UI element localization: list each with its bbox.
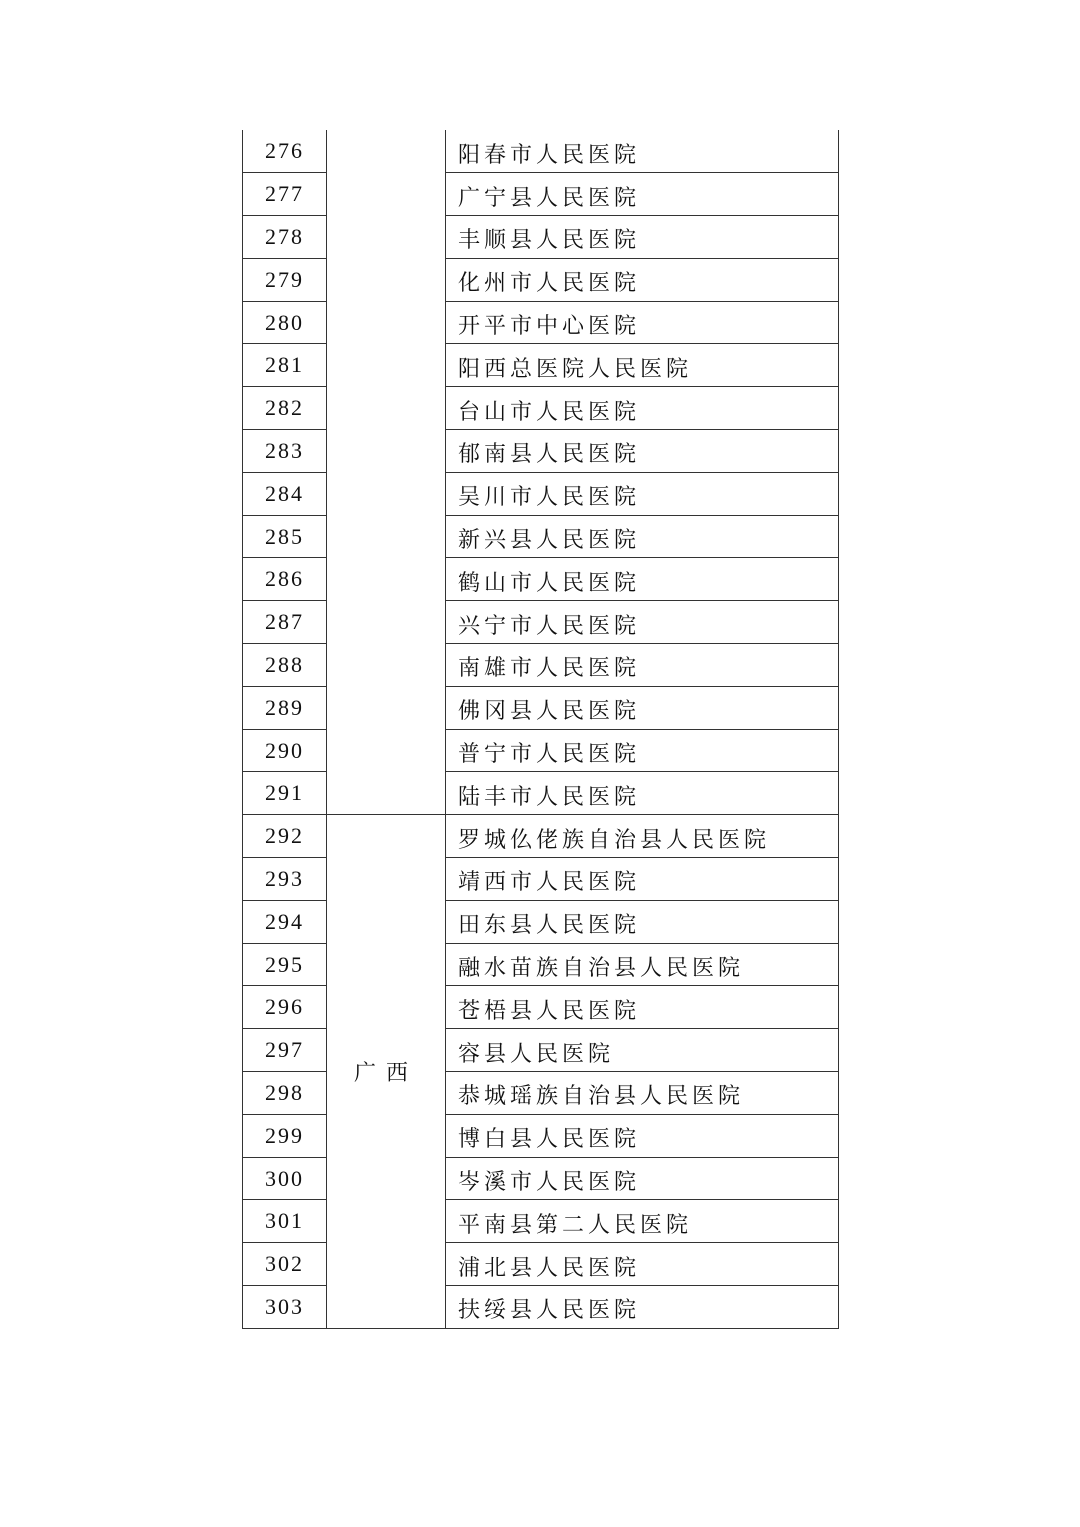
row-number-cell: 293	[243, 858, 327, 901]
row-number-cell: 276	[243, 130, 327, 173]
hospital-name-cell: 阳春市人民医院	[446, 130, 839, 173]
row-number-cell: 292	[243, 815, 327, 858]
row-number-cell: 297	[243, 1029, 327, 1072]
hospital-name-cell: 罗城仫佬族自治县人民医院	[446, 815, 839, 858]
row-number-cell: 286	[243, 558, 327, 601]
hospital-name-cell: 兴宁市人民医院	[446, 601, 839, 644]
hospital-name-cell: 融水苗族自治县人民医院	[446, 943, 839, 986]
hospital-name-cell: 田东县人民医院	[446, 900, 839, 943]
table-row	[243, 815, 839, 858]
hospital-name-cell: 博白县人民医院	[446, 1114, 839, 1157]
hospital-name-cell: 恭城瑶族自治县人民医院	[446, 1072, 839, 1115]
hospital-name-cell: 平南县第二人民医院	[446, 1200, 839, 1243]
hospital-name-cell: 丰顺县人民医院	[446, 216, 839, 259]
row-number-cell: 303	[243, 1286, 327, 1329]
region-cell: 广西	[327, 815, 446, 1329]
row-number-cell: 291	[243, 772, 327, 815]
hospital-name-cell: 南雄市人民医院	[446, 644, 839, 687]
hospital-name-cell: 扶绥县人民医院	[446, 1286, 839, 1329]
hospital-name-cell: 台山市人民医院	[446, 387, 839, 430]
row-number-cell: 302	[243, 1243, 327, 1286]
row-number-cell: 287	[243, 601, 327, 644]
row-number-cell: 299	[243, 1114, 327, 1157]
hospital-name-cell: 郁南县人民医院	[446, 430, 839, 473]
hospital-name-cell: 苍梧县人民医院	[446, 986, 839, 1029]
row-number-cell: 296	[243, 986, 327, 1029]
hospital-name-cell: 岑溪市人民医院	[446, 1157, 839, 1200]
hospital-name-cell: 吴川市人民医院	[446, 472, 839, 515]
hospital-list-table	[242, 130, 839, 1329]
row-number-cell: 295	[243, 943, 327, 986]
hospital-name-cell: 陆丰市人民医院	[446, 772, 839, 815]
hospital-name-cell: 浦北县人民医院	[446, 1243, 839, 1286]
row-number-cell: 281	[243, 344, 327, 387]
row-number-cell: 282	[243, 387, 327, 430]
row-number-cell: 300	[243, 1157, 327, 1200]
table-body	[243, 130, 839, 1328]
row-number-cell: 278	[243, 216, 327, 259]
row-number-cell: 301	[243, 1200, 327, 1243]
region-cell	[327, 130, 446, 815]
hospital-name-cell: 阳西总医院人民医院	[446, 344, 839, 387]
hospital-name-cell: 化州市人民医院	[446, 258, 839, 301]
hospital-name-cell: 容县人民医院	[446, 1029, 839, 1072]
hospital-name-cell: 佛冈县人民医院	[446, 686, 839, 729]
row-number-cell: 280	[243, 301, 327, 344]
row-number-cell: 283	[243, 430, 327, 473]
row-number-cell: 294	[243, 900, 327, 943]
hospital-name-cell: 广宁县人民医院	[446, 173, 839, 216]
row-number-cell: 288	[243, 644, 327, 687]
table-row	[243, 130, 839, 173]
row-number-cell: 289	[243, 686, 327, 729]
row-number-cell: 290	[243, 729, 327, 772]
row-number-cell: 279	[243, 258, 327, 301]
row-number-cell: 277	[243, 173, 327, 216]
hospital-name-cell: 靖西市人民医院	[446, 858, 839, 901]
row-number-cell: 285	[243, 515, 327, 558]
row-number-cell: 298	[243, 1072, 327, 1115]
row-number-cell: 284	[243, 472, 327, 515]
hospital-name-cell: 开平市中心医院	[446, 301, 839, 344]
hospital-name-cell: 鹤山市人民医院	[446, 558, 839, 601]
hospital-name-cell: 新兴县人民医院	[446, 515, 839, 558]
hospital-name-cell: 普宁市人民医院	[446, 729, 839, 772]
